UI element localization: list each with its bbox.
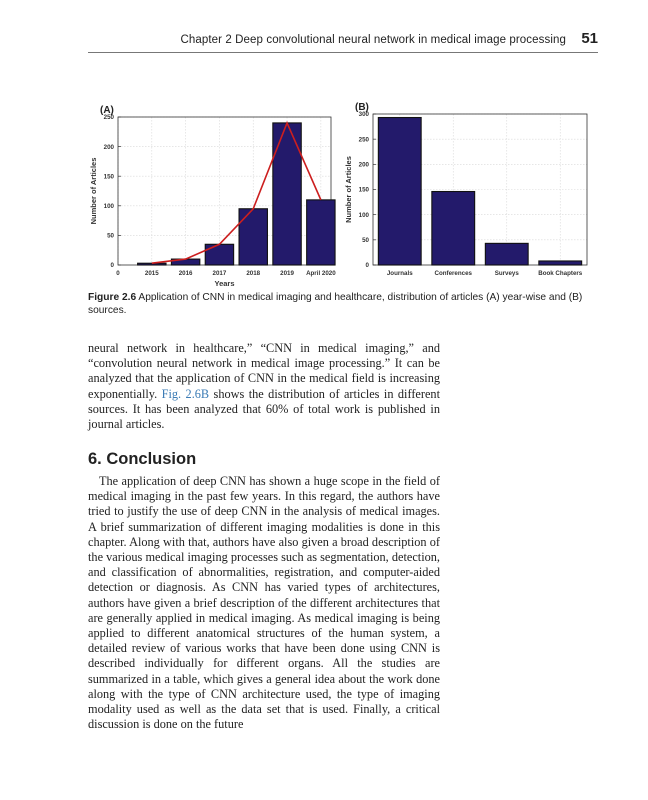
running-title: Chapter 2 Deep convolutional neural network in medical image processing — [180, 34, 566, 46]
y-tick-label: 100 — [103, 203, 114, 210]
figure-caption — [88, 291, 593, 317]
figure-caption-text: Application of CNN in medical imaging and healthcare, distribution of articles (A) year-wise and (B) sources. — [88, 292, 583, 316]
y-tick-label: 150 — [103, 173, 114, 181]
y-tick-label: 100 — [358, 211, 369, 219]
x-tick-label: 2016 — [178, 270, 193, 277]
y-tick-label: 250 — [358, 136, 369, 144]
x-tick-label: Conferences — [434, 270, 472, 277]
x-tick-label: Journals — [386, 270, 413, 277]
body-paragraph-1 — [88, 341, 440, 432]
y-tick-label: 0 — [110, 262, 114, 270]
y-axis-label: Number of Articles — [344, 156, 353, 223]
paragraph-1-text-b: shows the distribution of articles in different sources. It has been analyzed that 60% of total work is published in journal articles. — [88, 386, 440, 432]
panel-label: (A) — [100, 105, 114, 116]
bar — [378, 118, 421, 265]
x-tick-label: April 2020 — [306, 270, 336, 277]
figure-caption-label: Figure 2.6 — [88, 292, 137, 303]
y-tick-label: 200 — [103, 143, 114, 151]
y-tick-label: 150 — [358, 186, 369, 194]
y-tick-label: 300 — [358, 111, 369, 119]
x-tick-label: 2018 — [246, 270, 261, 277]
x-tick-label: Surveys — [494, 270, 519, 277]
x-tick-label: 0 — [116, 270, 120, 277]
y-tick-label: 250 — [103, 114, 114, 122]
y-tick-label: 0 — [365, 262, 369, 270]
bar — [432, 192, 475, 265]
panel-label: (B) — [355, 102, 369, 113]
y-tick-label: 50 — [362, 237, 369, 245]
bar — [485, 243, 528, 265]
y-tick-label: 50 — [107, 232, 114, 240]
x-axis-label: Years — [214, 279, 235, 288]
x-tick-label: 2017 — [212, 270, 227, 277]
y-tick-label: 200 — [358, 161, 369, 169]
x-tick-label: 2015 — [144, 270, 159, 277]
chart-b — [0, 0, 648, 290]
section-heading-conclusion: 6. Conclusion — [88, 450, 197, 468]
figure-reference-link[interactable]: Fig. 2.6B — [161, 386, 210, 401]
bar — [539, 261, 582, 265]
body-paragraph-2: The application of deep CNN has shown a huge scope in the field of medical imaging in the past few years. In this regard, the authors have tried to justify the use of deep CNN in the analysis of medical images. A brief summarization of different imaging modalities is done in this chapter. Along with that, authors have also given a broad description of the various medical imaging processes such as segmentation, detection, and classification of abnormalities, registration, and computer-aided detection or diagnosis. As CNN has varied types of architectures, authors have given a brief description of the different architectures that are generally applied in medical imaging. As medical imaging is being applied to different anatomical structures of the human system, a detailed review of various works that have been done using CNN is described individually for different organs. All the studies are summarized in a table, which gives a general idea about the work done along with the type of CNN architecture used, the type of imaging modality used as well as the data set that is used. Finally, a critical discussion is done on the future — [88, 474, 440, 732]
paragraph-1-text-a: neural network in healthcare,” “CNN in medical imaging,” and “convolution neural network in medical image processing.” It can be analyzed that the application of CNN in the medical field is increasing exponentially. — [88, 341, 440, 401]
page-number: 51 — [581, 30, 598, 47]
x-tick-label: Book Chapters — [538, 270, 583, 277]
y-axis-label: Number of Articles — [89, 157, 98, 225]
x-tick-label: 2019 — [280, 270, 294, 277]
